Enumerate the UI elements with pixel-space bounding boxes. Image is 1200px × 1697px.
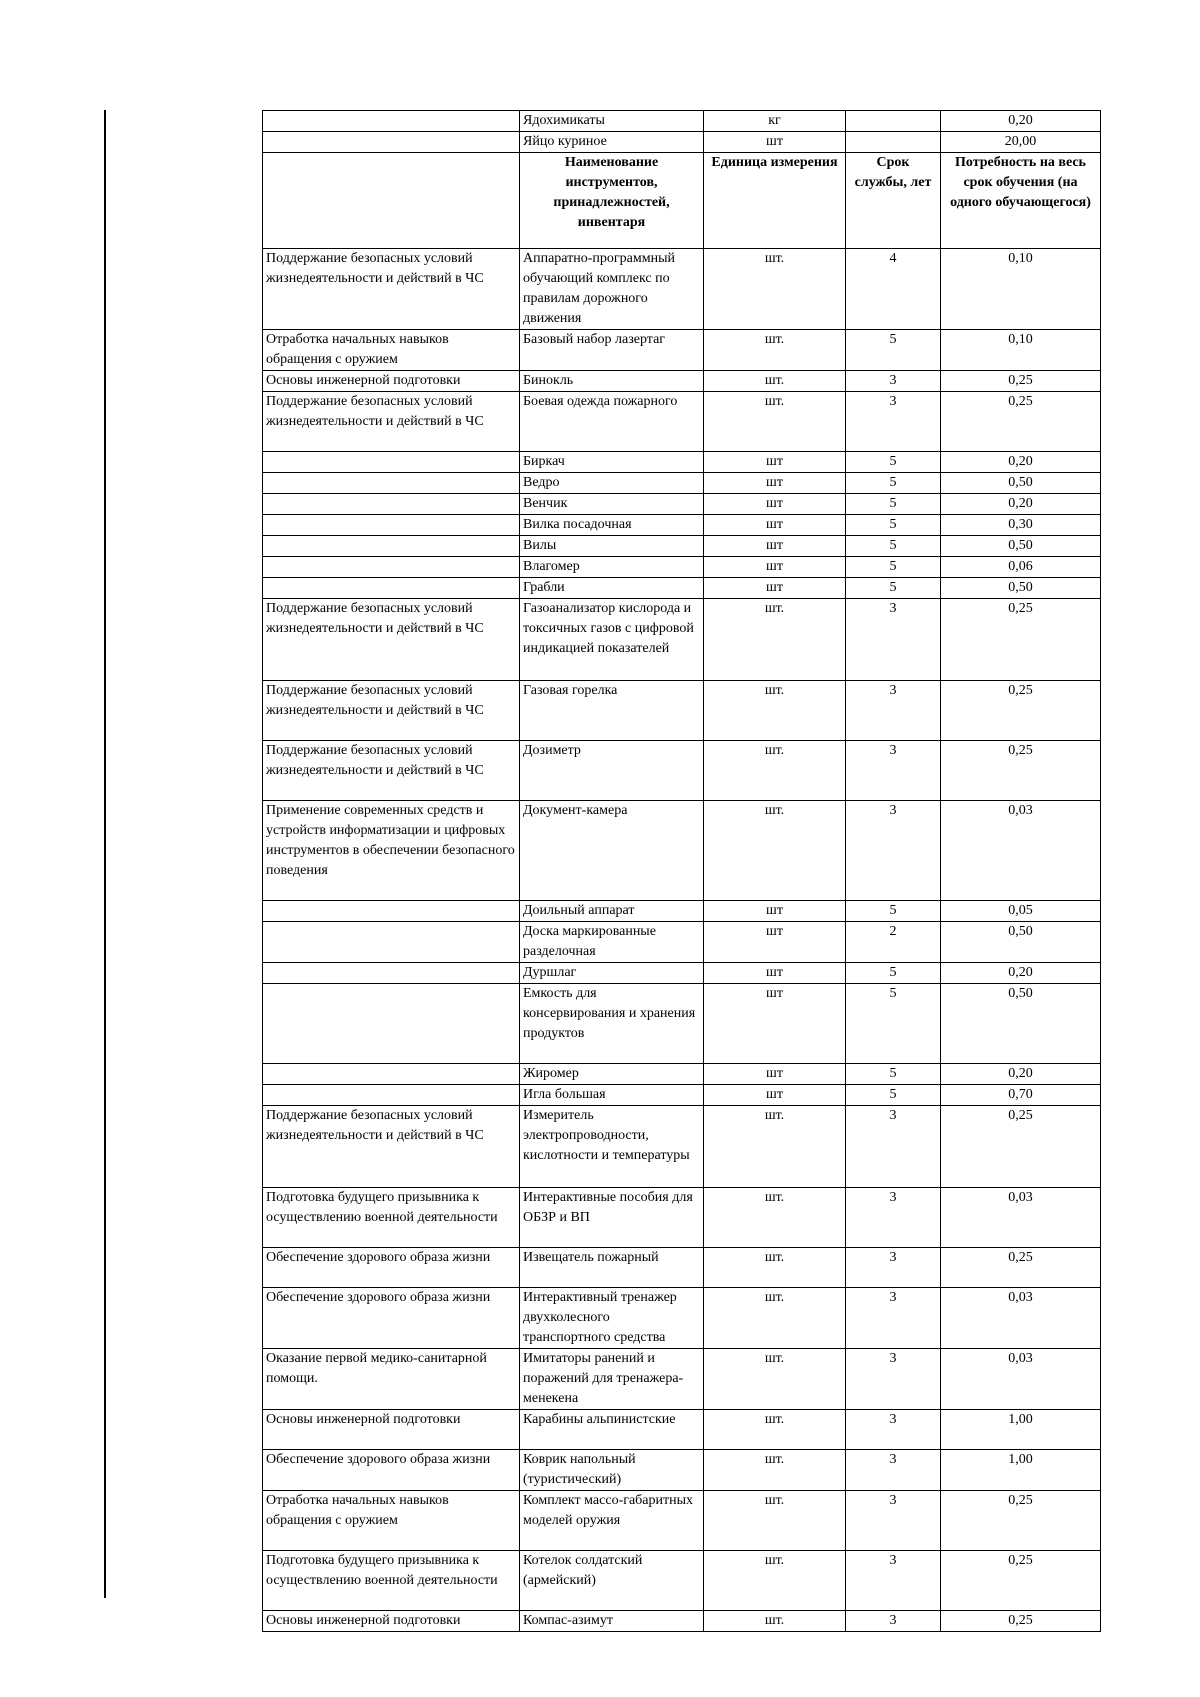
item-name-cell: Аппаратно-программный обучающий комплекс по правилам дорожного движения xyxy=(520,249,704,330)
unit-cell: шт xyxy=(704,1064,846,1085)
section-cell xyxy=(263,578,520,599)
table-row xyxy=(263,249,1101,330)
section-cell: Отработка начальных навыков обращения с оружием xyxy=(263,330,520,371)
service-life-cell: 3 xyxy=(846,681,941,741)
service-life-cell: 5 xyxy=(846,536,941,557)
item-name-cell: Бинокль xyxy=(520,371,704,392)
service-life-cell: 5 xyxy=(846,494,941,515)
section-cell xyxy=(263,111,520,132)
section-cell: Основы инженерной подготовки xyxy=(263,1410,520,1450)
service-life-cell: 3 xyxy=(846,1551,941,1611)
item-name-cell: Венчик xyxy=(520,494,704,515)
margin-line xyxy=(104,110,106,1598)
service-life-cell: 5 xyxy=(846,901,941,922)
table-row xyxy=(263,536,1101,557)
item-name-cell: Измеритель электропроводности, кислотности и температуры xyxy=(520,1106,704,1188)
equipment-table xyxy=(262,110,1101,1632)
item-name-cell: Газовая горелка xyxy=(520,681,704,741)
item-name-cell: Карабины альпинистские xyxy=(520,1410,704,1450)
table-row xyxy=(263,1349,1101,1410)
unit-cell: шт xyxy=(704,515,846,536)
item-name-cell: Вилы xyxy=(520,536,704,557)
need-cell: 20,00 xyxy=(941,132,1101,153)
service-life-cell: 3 xyxy=(846,1349,941,1410)
section-cell: Поддержание безопасных условий жизнедеятельности и действий в ЧС xyxy=(263,1106,520,1188)
need-cell: 0,50 xyxy=(941,473,1101,494)
unit-cell: шт xyxy=(704,963,846,984)
section-cell: Поддержание безопасных условий жизнедеятельности и действий в ЧС xyxy=(263,599,520,681)
section-cell: Подготовка будущего призывника к осуществлению военной деятельности xyxy=(263,1551,520,1611)
unit-cell: шт xyxy=(704,557,846,578)
item-name-cell: Интерактивные пособия для ОБЗР и ВП xyxy=(520,1188,704,1248)
table-row xyxy=(263,1450,1101,1491)
unit-cell: шт xyxy=(704,132,846,153)
need-cell: 0,25 xyxy=(941,1248,1101,1288)
section-cell: Обеспечение здорового образа жизни xyxy=(263,1450,520,1491)
service-life-cell: 5 xyxy=(846,330,941,371)
service-life-cell: 3 xyxy=(846,371,941,392)
item-name-cell: Яйцо куриное xyxy=(520,132,704,153)
table-row xyxy=(263,473,1101,494)
service-life-cell: 3 xyxy=(846,1450,941,1491)
need-cell: 0,25 xyxy=(941,681,1101,741)
need-cell: 0,03 xyxy=(941,1288,1101,1349)
need-cell: 0,10 xyxy=(941,249,1101,330)
section-cell: Поддержание безопасных условий жизнедеятельности и действий в ЧС xyxy=(263,741,520,801)
unit-cell: шт. xyxy=(704,741,846,801)
header-service-life: Срок службы, лет xyxy=(846,153,941,249)
unit-cell: шт. xyxy=(704,1450,846,1491)
unit-cell: шт. xyxy=(704,1491,846,1551)
table-row xyxy=(263,452,1101,473)
need-cell: 1,00 xyxy=(941,1450,1101,1491)
need-cell: 0,20 xyxy=(941,1064,1101,1085)
service-life-cell: 3 xyxy=(846,1611,941,1632)
section-cell xyxy=(263,515,520,536)
unit-cell: шт. xyxy=(704,801,846,901)
need-cell: 0,50 xyxy=(941,984,1101,1064)
need-cell: 0,20 xyxy=(941,111,1101,132)
table-row xyxy=(263,901,1101,922)
service-life-cell: 3 xyxy=(846,1410,941,1450)
unit-cell: шт xyxy=(704,452,846,473)
need-cell: 0,03 xyxy=(941,801,1101,901)
unit-cell: шт. xyxy=(704,249,846,330)
item-name-cell: Интерактивный тренажер двухколесного транспортного средства xyxy=(520,1288,704,1349)
item-name-cell: Дозиметр xyxy=(520,741,704,801)
unit-cell: шт. xyxy=(704,681,846,741)
unit-cell: шт. xyxy=(704,1188,846,1248)
service-life-cell: 5 xyxy=(846,984,941,1064)
unit-cell: шт xyxy=(704,536,846,557)
item-name-cell: Игла большая xyxy=(520,1085,704,1106)
header-need: Потребность на весь срок обучения (на одного обучающегося) xyxy=(941,153,1101,249)
section-cell: Подготовка будущего призывника к осуществлению военной деятельности xyxy=(263,1188,520,1248)
item-name-cell: Биркач xyxy=(520,452,704,473)
section-cell xyxy=(263,984,520,1064)
table-header-row xyxy=(263,153,1101,249)
header-section-cell xyxy=(263,153,520,249)
table-row xyxy=(263,132,1101,153)
service-life-cell: 5 xyxy=(846,452,941,473)
table-row xyxy=(263,1064,1101,1085)
unit-cell: шт. xyxy=(704,330,846,371)
unit-cell: шт xyxy=(704,494,846,515)
unit-cell: шт. xyxy=(704,392,846,452)
need-cell: 0,20 xyxy=(941,494,1101,515)
unit-cell: шт. xyxy=(704,1410,846,1450)
item-name-cell: Документ-камера xyxy=(520,801,704,901)
table-row xyxy=(263,922,1101,963)
unit-cell: шт. xyxy=(704,1106,846,1188)
section-cell: Оказание первой медико-санитарной помощи. xyxy=(263,1349,520,1410)
service-life-cell: 5 xyxy=(846,473,941,494)
service-life-cell: 3 xyxy=(846,599,941,681)
section-cell xyxy=(263,132,520,153)
service-life-cell: 3 xyxy=(846,741,941,801)
item-name-cell: Дуршлаг xyxy=(520,963,704,984)
need-cell: 0,50 xyxy=(941,922,1101,963)
table-row xyxy=(263,1288,1101,1349)
item-name-cell: Доильный аппарат xyxy=(520,901,704,922)
table-row xyxy=(263,494,1101,515)
item-name-cell: Комплект массо-габаритных моделей оружия xyxy=(520,1491,704,1551)
need-cell: 0,03 xyxy=(941,1349,1101,1410)
item-name-cell: Базовый набор лазертаг xyxy=(520,330,704,371)
unit-cell: шт xyxy=(704,901,846,922)
section-cell xyxy=(263,1064,520,1085)
section-cell: Основы инженерной подготовки xyxy=(263,371,520,392)
service-life-cell: 3 xyxy=(846,1288,941,1349)
header-name: Наименование инструментов, принадлежностей, инвентаря xyxy=(520,153,704,249)
need-cell: 0,25 xyxy=(941,1106,1101,1188)
table-row xyxy=(263,515,1101,536)
section-cell xyxy=(263,494,520,515)
item-name-cell: Влагомер xyxy=(520,557,704,578)
table-row xyxy=(263,681,1101,741)
need-cell: 0,30 xyxy=(941,515,1101,536)
table-row xyxy=(263,330,1101,371)
unit-cell: шт. xyxy=(704,1551,846,1611)
table-row xyxy=(263,1085,1101,1106)
item-name-cell: Имитаторы ранений и поражений для тренажера-менекена xyxy=(520,1349,704,1410)
table-row xyxy=(263,1410,1101,1450)
item-name-cell: Газоанализатор кислорода и токсичных газов с цифровой индикацией показателей xyxy=(520,599,704,681)
table-row xyxy=(263,984,1101,1064)
section-cell: Обеспечение здорового образа жизни xyxy=(263,1288,520,1349)
table-row xyxy=(263,741,1101,801)
item-name-cell: Ядохимикаты xyxy=(520,111,704,132)
need-cell: 0,50 xyxy=(941,578,1101,599)
unit-cell: шт xyxy=(704,984,846,1064)
item-name-cell: Грабли xyxy=(520,578,704,599)
unit-cell: кг xyxy=(704,111,846,132)
item-name-cell: Котелок солдатский (армейский) xyxy=(520,1551,704,1611)
unit-cell: шт. xyxy=(704,1611,846,1632)
unit-cell: шт. xyxy=(704,1248,846,1288)
service-life-cell: 5 xyxy=(846,1085,941,1106)
unit-cell: шт. xyxy=(704,599,846,681)
section-cell: Отработка начальных навыков обращения с оружием xyxy=(263,1491,520,1551)
item-name-cell: Ведро xyxy=(520,473,704,494)
need-cell: 0,05 xyxy=(941,901,1101,922)
item-name-cell: Емкость для консервирования и хранения продуктов xyxy=(520,984,704,1064)
service-life-cell: 3 xyxy=(846,1248,941,1288)
item-name-cell: Извещатель пожарный xyxy=(520,1248,704,1288)
table-row xyxy=(263,392,1101,452)
unit-cell: шт xyxy=(704,578,846,599)
service-life-cell: 5 xyxy=(846,515,941,536)
table-row xyxy=(263,1188,1101,1248)
service-life-cell xyxy=(846,132,941,153)
table-row xyxy=(263,599,1101,681)
section-cell xyxy=(263,452,520,473)
service-life-cell: 5 xyxy=(846,578,941,599)
table-row xyxy=(263,578,1101,599)
section-cell: Применение современных средств и устройств информатизации и цифровых инструментов в обеспечении безопасного поведения xyxy=(263,801,520,901)
unit-cell: шт. xyxy=(704,1288,846,1349)
item-name-cell: Жиромер xyxy=(520,1064,704,1085)
table-row xyxy=(263,371,1101,392)
unit-cell: шт xyxy=(704,922,846,963)
need-cell: 0,25 xyxy=(941,599,1101,681)
need-cell: 1,00 xyxy=(941,1410,1101,1450)
section-cell xyxy=(263,1085,520,1106)
service-life-cell: 3 xyxy=(846,392,941,452)
need-cell: 0,03 xyxy=(941,1188,1101,1248)
unit-cell: шт. xyxy=(704,1349,846,1410)
service-life-cell: 3 xyxy=(846,1188,941,1248)
service-life-cell: 3 xyxy=(846,1491,941,1551)
section-cell: Поддержание безопасных условий жизнедеятельности и действий в ЧС xyxy=(263,681,520,741)
service-life-cell: 5 xyxy=(846,557,941,578)
need-cell: 0,20 xyxy=(941,452,1101,473)
service-life-cell: 5 xyxy=(846,963,941,984)
table-row xyxy=(263,111,1101,132)
need-cell: 0,25 xyxy=(941,1491,1101,1551)
item-name-cell: Боевая одежда пожарного xyxy=(520,392,704,452)
section-cell: Обеспечение здорового образа жизни xyxy=(263,1248,520,1288)
need-cell: 0,70 xyxy=(941,1085,1101,1106)
table-row xyxy=(263,557,1101,578)
need-cell: 0,25 xyxy=(941,371,1101,392)
need-cell: 0,20 xyxy=(941,963,1101,984)
section-cell xyxy=(263,557,520,578)
need-cell: 0,06 xyxy=(941,557,1101,578)
service-life-cell: 2 xyxy=(846,922,941,963)
unit-cell: шт xyxy=(704,1085,846,1106)
service-life-cell: 3 xyxy=(846,801,941,901)
table-row xyxy=(263,801,1101,901)
service-life-cell: 4 xyxy=(846,249,941,330)
need-cell: 0,10 xyxy=(941,330,1101,371)
unit-cell: шт xyxy=(704,473,846,494)
section-cell xyxy=(263,963,520,984)
item-name-cell: Коврик напольный (туристический) xyxy=(520,1450,704,1491)
table-row xyxy=(263,1491,1101,1551)
unit-cell: шт. xyxy=(704,371,846,392)
section-cell xyxy=(263,536,520,557)
service-life-cell: 5 xyxy=(846,1064,941,1085)
need-cell: 0,50 xyxy=(941,536,1101,557)
table-row xyxy=(263,1248,1101,1288)
item-name-cell: Вилка посадочная xyxy=(520,515,704,536)
table-row xyxy=(263,1551,1101,1611)
table-row xyxy=(263,1106,1101,1188)
section-cell: Основы инженерной подготовки xyxy=(263,1611,520,1632)
item-name-cell: Доска маркированные разделочная xyxy=(520,922,704,963)
table-row xyxy=(263,963,1101,984)
header-unit: Единица измерения xyxy=(704,153,846,249)
section-cell xyxy=(263,473,520,494)
service-life-cell: 3 xyxy=(846,1106,941,1188)
table-row xyxy=(263,1611,1101,1632)
section-cell: Поддержание безопасных условий жизнедеятельности и действий в ЧС xyxy=(263,392,520,452)
need-cell: 0,25 xyxy=(941,1551,1101,1611)
need-cell: 0,25 xyxy=(941,392,1101,452)
need-cell: 0,25 xyxy=(941,741,1101,801)
section-cell: Поддержание безопасных условий жизнедеятельности и действий в ЧС xyxy=(263,249,520,330)
service-life-cell xyxy=(846,111,941,132)
section-cell xyxy=(263,901,520,922)
section-cell xyxy=(263,922,520,963)
item-name-cell: Компас-азимут xyxy=(520,1611,704,1632)
need-cell: 0,25 xyxy=(941,1611,1101,1632)
